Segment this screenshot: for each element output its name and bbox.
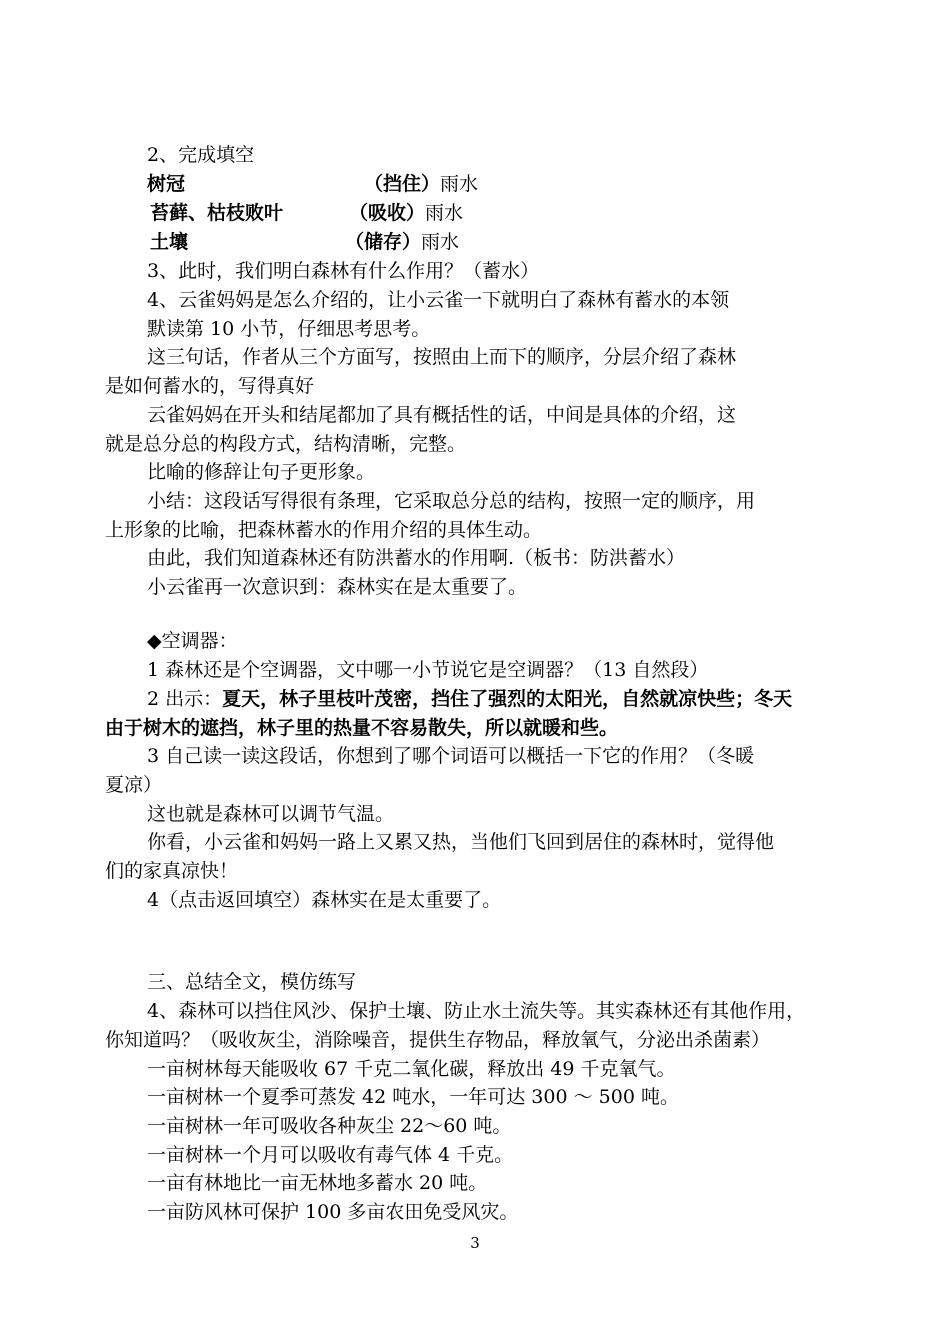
fill-heading: 2、完成填空 [147, 144, 255, 166]
fact-line: 一亩树林一个夏季可蒸发 42 吨水，一年可达 300 ～ 500 吨。 [147, 1086, 679, 1108]
question-line: 你知道吗？（吸收灰尘，消除噪音，提供生存物品，释放氧气，分泌出杀菌素） [105, 1029, 771, 1051]
question-3: 3、此时，我们明白森林有什么作用？（蓄水） [147, 260, 540, 282]
fill-answer-1: （挡住） [364, 173, 441, 195]
fill-answer-row-1 [364, 170, 478, 199]
fill-term-3: 土壤 [150, 231, 189, 253]
paragraph-line: 由此，我们知道森林还有防洪蓄水的作用啊.（板书：防洪蓄水） [147, 547, 686, 569]
list-item: 4（点击返回填空）森林实在是太重要了。 [147, 889, 502, 911]
paragraph-line: 你看，小云雀和妈妈一路上又累又热，当他们飞回到居住的森林时，觉得他 [147, 831, 775, 853]
list-item-continued: 夏凉） [105, 774, 163, 796]
bold-quote: 由于树木的遮挡，林子里的热量不容易散失，所以就暖和些。 [105, 717, 619, 739]
section-heading-summary: 三、总结全文，模仿练写 [147, 971, 357, 993]
fact-line: 一亩防风林可保护 100 多亩农田免受风灾。 [147, 1201, 519, 1223]
fact-line: 一亩有林地比一亩无林地多蓄水 20 吨。 [147, 1172, 488, 1194]
paragraph-line: 们的家真凉快！ [105, 860, 239, 882]
question-4: 4、云雀妈妈是怎么介绍的，让小云雀一下就明白了森林有蓄水的本领 [147, 289, 730, 311]
question-line: 4、森林可以挡住风沙、保护土壤、防止水土流失等。其实森林还有其他作用， [147, 1000, 806, 1022]
fact-line: 一亩树林一年可吸收各种灰尘 22～60 吨。 [147, 1115, 512, 1137]
summary-line: 小结：这段话写得很有条理，它采取总分总的结构，按照一定的顺序，用 [147, 490, 756, 512]
question-4-continued: 默读第 10 小节，仔细思考思考。 [147, 318, 431, 340]
item-label: 2 出示： [147, 688, 223, 710]
page-number: 3 [470, 1234, 480, 1252]
paragraph-line: 就是总分总的构段方式，结构清晰，完整。 [105, 433, 467, 455]
section-heading-ac: ◆空调器： [147, 630, 238, 652]
paragraph-line: 是如何蓄水的，写得真好 [105, 375, 315, 397]
fact-line: 一亩树林每天能吸收 67 千克二氧化碳，释放出 49 千克氧气。 [147, 1058, 676, 1080]
fill-answer-3: （储存） [345, 231, 422, 253]
paragraph-line: 云雀妈妈在开头和结尾都加了具有概括性的话，中间是具体的介绍，这 [147, 404, 737, 426]
fill-suffix-1: 雨水 [440, 173, 479, 195]
fact-line: 一亩树林一个月可以吸收有毒气体 4 千克。 [147, 1144, 514, 1166]
list-item: 3 自己读一读这段话，你想到了哪个词语可以概括一下它的作用？（冬暖 [147, 745, 755, 767]
summary-line: 上形象的比喻，把森林蓄水的作用介绍的具体生动。 [105, 519, 543, 541]
paragraph-line: 这三句话，作者从三个方面写，按照由上而下的顺序，分层介绍了森林 [147, 346, 737, 368]
bold-quote: 夏天，林子里枝叶茂密，挡住了强烈的太阳光，自然就凉快些；冬天 [222, 688, 793, 710]
paragraph-line: 小云雀再一次意识到：森林实在是太重要了。 [147, 576, 528, 598]
fill-term-2: 苔藓、枯枝败叶 [150, 202, 284, 224]
paragraph-line: 这也就是森林可以调节气温。 [147, 803, 395, 825]
fill-suffix-3: 雨水 [421, 231, 460, 253]
fill-answer-row-2 [349, 199, 463, 228]
paragraph-line: 比喻的修辞让句子更形象。 [147, 461, 376, 483]
list-item: 1 森林还是个空调器，文中哪一小节说它是空调器？（13 自然段） [147, 659, 709, 681]
fill-term-1: 树冠 [147, 173, 186, 195]
list-item [147, 685, 897, 714]
fill-answer-2: （吸收） [349, 202, 426, 224]
fill-suffix-2: 雨水 [425, 202, 464, 224]
fill-answer-row-3 [345, 228, 459, 257]
